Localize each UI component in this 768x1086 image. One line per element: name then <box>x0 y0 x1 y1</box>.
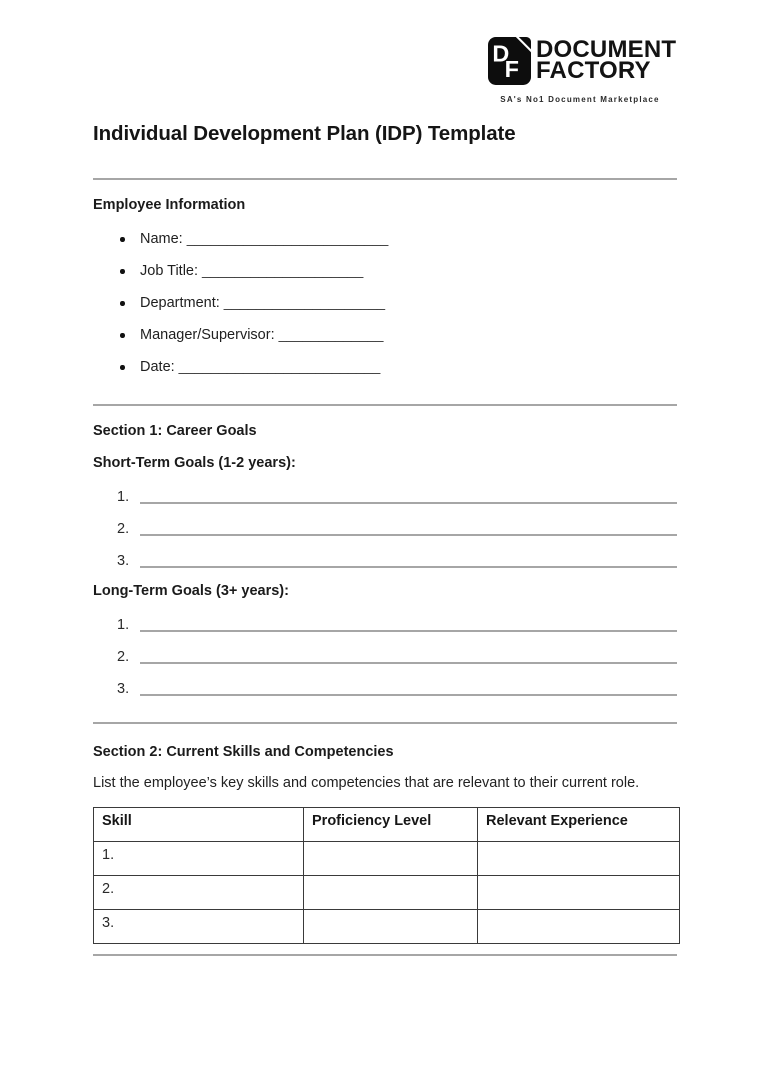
goal-number: 1. <box>117 617 130 633</box>
column-header-proficiency: Proficiency Level <box>304 808 478 842</box>
field-label: Job Title: <box>140 263 199 279</box>
table-row <box>94 910 680 944</box>
goal-number: 1. <box>117 489 130 505</box>
field-blank-line: ____________________ <box>202 263 364 279</box>
bullet-icon <box>120 301 125 306</box>
goal-blank-line <box>140 630 677 632</box>
field-manager <box>93 326 677 358</box>
short-term-goals-heading: Short-Term Goals (1-2 years): <box>93 455 296 471</box>
field-department <box>93 294 677 326</box>
goal-blank-line <box>140 502 677 504</box>
document-factory-logo <box>488 36 677 104</box>
divider <box>93 178 677 180</box>
field-blank-line: _____________ <box>278 327 384 343</box>
bullet-icon <box>120 237 125 242</box>
table-cell <box>304 910 478 944</box>
employee-info-heading: Employee Information <box>93 197 246 213</box>
section2-heading: Section 2: Current Skills and Competencies <box>93 744 394 760</box>
employee-info-list <box>93 230 677 390</box>
divider <box>93 954 677 956</box>
table-cell: 1. <box>94 842 304 876</box>
field-label: Date: <box>140 359 175 375</box>
skills-table-header-row <box>94 808 680 842</box>
table-cell <box>478 910 680 944</box>
goal-number: 2. <box>117 649 130 665</box>
field-blank-line: _________________________ <box>178 359 381 375</box>
goal-number: 3. <box>117 681 130 697</box>
logo-letter-d: D <box>492 40 510 67</box>
logo-wordmark <box>536 36 677 84</box>
goal-blank-line <box>140 694 677 696</box>
section2-description: List the employee’s key skills and competencies that are relevant to their current role. <box>93 775 640 791</box>
field-label: Department: <box>140 295 220 311</box>
logo-tagline: SA's No1 Document Marketplace <box>500 95 660 104</box>
divider <box>93 722 677 724</box>
goal-blank-line <box>140 534 677 536</box>
table-cell: 3. <box>94 910 304 944</box>
short-term-goal-line-2 <box>93 521 677 537</box>
page-title: Individual Development Plan (IDP) Template <box>93 122 516 145</box>
field-label: Manager/Supervisor: <box>140 327 275 343</box>
column-header-skill: Skill <box>94 808 304 842</box>
field-date <box>93 358 677 390</box>
table-row <box>94 842 680 876</box>
logo-row <box>488 36 677 85</box>
bullet-icon <box>120 333 125 338</box>
logo-wordmark-line1: DOCUMENT <box>536 36 677 63</box>
field-job-title <box>93 262 677 294</box>
short-term-goal-line-1 <box>93 489 677 505</box>
table-cell <box>304 842 478 876</box>
goal-blank-line <box>140 662 677 664</box>
field-blank-line: _________________________ <box>186 231 389 247</box>
logo-letter-f: F <box>504 56 519 83</box>
table-cell <box>304 876 478 910</box>
goal-number: 2. <box>117 521 130 537</box>
skills-table <box>93 807 680 944</box>
field-blank-line: ____________________ <box>223 295 386 311</box>
table-cell <box>478 842 680 876</box>
field-name <box>93 230 677 262</box>
bullet-icon <box>120 269 125 274</box>
logo-wordmark-line2: FACTORY <box>536 57 651 84</box>
long-term-goal-line-1 <box>93 617 677 633</box>
section1-heading: Section 1: Career Goals <box>93 423 257 439</box>
table-row <box>94 876 680 910</box>
long-term-goal-line-2 <box>93 649 677 665</box>
table-cell: 2. <box>94 876 304 910</box>
goal-blank-line <box>140 566 677 568</box>
long-term-goals-heading: Long-Term Goals (3+ years): <box>93 583 289 599</box>
column-header-experience: Relevant Experience <box>478 808 680 842</box>
table-cell <box>478 876 680 910</box>
field-label: Name: <box>140 231 183 247</box>
bullet-icon <box>120 365 125 370</box>
divider <box>93 404 677 406</box>
document-file-icon <box>488 37 531 85</box>
long-term-goal-line-3 <box>93 681 677 697</box>
short-term-goal-line-3 <box>93 553 677 569</box>
goal-number: 3. <box>117 553 130 569</box>
